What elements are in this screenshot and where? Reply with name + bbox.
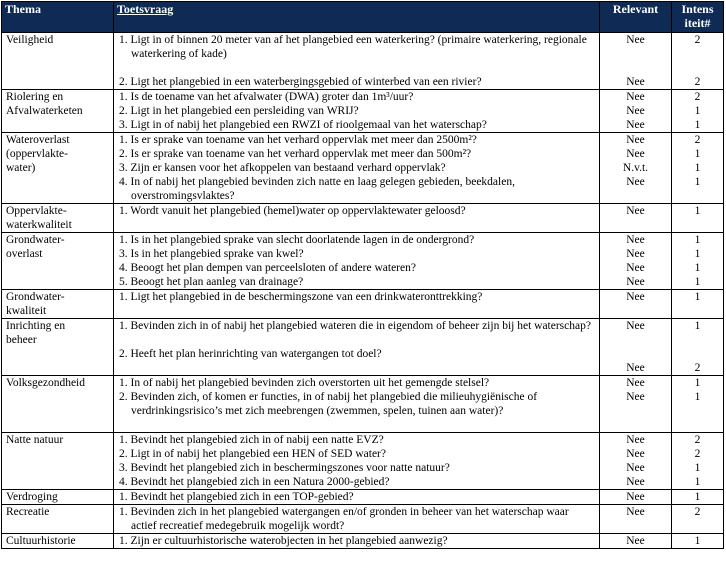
relevant-value: Nee [626, 491, 645, 503]
thema-label: Natte natuur [6, 434, 64, 446]
spacer [672, 347, 723, 361]
intensiteit-value: 1 [694, 391, 701, 403]
question-item [117, 233, 596, 247]
table-row [2, 534, 724, 549]
question-number: 3. [119, 462, 128, 474]
intensiteit-cell [672, 505, 724, 534]
question-number: 1. [119, 234, 128, 246]
toets-table [1, 1, 724, 549]
question-item [117, 33, 596, 61]
relevant-value: Nee [626, 276, 645, 288]
relevant-cell [600, 319, 672, 376]
toetsvraag-cell [114, 204, 600, 233]
question-item [117, 534, 596, 548]
table-row [2, 505, 724, 534]
thema-cell [2, 534, 114, 549]
relevant-value: Nee [626, 320, 645, 332]
relevant-cell [600, 376, 672, 433]
toetsvraag-cell [114, 133, 600, 204]
intensiteit-value: 1 [694, 276, 701, 288]
thema-label: Grondwater- [6, 291, 65, 303]
question-item [117, 433, 596, 447]
relevant-value: Nee [626, 448, 645, 460]
question-text: Bevinden zich, of komen er functies, in of nabij het plangebied die milieuhygiënische of verdrinkingsrisico’s met zich meebrengen (zwemmen, spelen, tuinen aan water)? [130, 391, 538, 417]
thema-cell [2, 90, 114, 133]
question-text: Bevindt het plangebied zich in een Natura 2000-gebied? [130, 476, 390, 488]
intensiteit-value: 1 [694, 176, 701, 188]
thema-label: Recreatie [6, 506, 50, 518]
relevant-value: Nee [626, 105, 645, 117]
question-item [117, 275, 596, 289]
question-text: Heeft het plan herinrichting van watergangen tot doel? [130, 348, 382, 360]
thema-cell [2, 376, 114, 433]
relevant-value: Nee [626, 205, 645, 217]
table-header-row [2, 2, 724, 33]
intensiteit-cell [672, 376, 724, 433]
thema-label: Oppervlakte- [6, 205, 67, 217]
relevant-value: N.v.t. [622, 162, 649, 174]
intensiteit-cell [672, 490, 724, 505]
intensiteit-value: 2 [694, 434, 701, 446]
relevant-cell [600, 133, 672, 204]
question-item [117, 490, 596, 504]
relevant-value: Nee [626, 377, 645, 389]
thema-label: beheer [6, 334, 37, 346]
thema-label: Riolering en [6, 91, 64, 103]
question-item [117, 204, 596, 218]
spacer [600, 61, 671, 75]
question-number: 4. [119, 262, 128, 274]
question-item [117, 247, 596, 261]
header-intensiteit: Intens iteit# [672, 2, 724, 33]
question-text: Zijn er cultuurhistorische waterobjecten in het plangebied aanwezig? [130, 535, 448, 547]
intensiteit-value: 1 [694, 148, 701, 160]
question-text: Ligt in of nabij het plangebied een HEN of SED water? [130, 448, 386, 460]
question-text: Beoogt het plan dempen van perceelsloten of andere wateren? [130, 262, 416, 274]
intensiteit-value: 1 [694, 119, 701, 131]
question-item [117, 475, 596, 489]
intensiteit-value: 1 [694, 535, 701, 547]
question-text: Bevinden zich in het plangebied watergangen en/of gronden in beheer van het waterschap waar actief recreatief medegebruik mogelijk wordt? [130, 506, 569, 532]
relevant-value: Nee [626, 234, 645, 246]
intensiteit-value: 1 [694, 491, 701, 503]
table-row [2, 490, 724, 505]
thema-cell [2, 133, 114, 204]
question-text: Ligt het plangebied in de beschermingszone van een drinkwateronttrekking? [130, 291, 483, 303]
question-item [117, 347, 596, 361]
intensiteit-cell [672, 33, 724, 90]
relevant-value: Nee [626, 476, 645, 488]
relevant-value: Nee [626, 362, 645, 374]
toetsvraag-cell [114, 490, 600, 505]
question-text: Is in het plangebied sprake van slecht doorlatende lagen in de ondergrond? [130, 234, 475, 246]
intensiteit-value: 1 [694, 248, 701, 260]
question-text: Bevindt het plangebied zich in beschermingszones voor natte natuur? [130, 462, 450, 474]
spacer [600, 347, 671, 361]
question-item [117, 175, 596, 203]
relevant-value: Nee [626, 248, 645, 260]
question-number: 2. [119, 76, 128, 88]
relevant-value: Nee [626, 462, 645, 474]
question-number: 2. [119, 391, 128, 403]
toetsvraag-cell [114, 319, 600, 376]
intensiteit-value: 1 [694, 476, 701, 488]
header-relevant: Relevant [600, 2, 672, 33]
question-item [117, 161, 596, 175]
question-item [117, 505, 596, 533]
question-text: Ligt in of binnen 20 meter van af het plangebied een waterkering? (primaire waterkering, regionale waterkering of kade) [130, 34, 587, 60]
spacer [117, 61, 596, 75]
intensiteit-value: 2 [694, 362, 701, 374]
spacer [117, 333, 596, 347]
question-item [117, 75, 596, 89]
question-item [117, 447, 596, 461]
thema-label: (oppervlakte- [6, 148, 68, 160]
question-text: Ligt in het plangebied een persleiding van WRIJ? [130, 105, 359, 117]
intensiteit-value: 2 [694, 448, 701, 460]
thema-cell [2, 490, 114, 505]
question-number: 1. [119, 91, 128, 103]
table-body [2, 33, 724, 549]
table-row [2, 133, 724, 204]
thema-label: Grondwater- [6, 234, 65, 246]
table-row [2, 204, 724, 233]
toetsvraag-cell [114, 90, 600, 133]
thema-cell [2, 319, 114, 376]
question-item [117, 319, 596, 333]
relevant-cell [600, 290, 672, 319]
question-number: 1. [119, 134, 128, 146]
table-row [2, 233, 724, 290]
intensiteit-value: 2 [694, 506, 701, 518]
relevant-cell [600, 505, 672, 534]
question-item [117, 118, 596, 132]
table-row [2, 33, 724, 90]
question-text: In of nabij het plangebied bevinden zich natte en laag gelegen gebieden, beekdalen, overstromingsvlaktes? [130, 176, 515, 202]
question-text: Ligt het plangebied in een waterbergingsgebied of winterbed van een rivier? [130, 76, 482, 88]
thema-label: Wateroverlast [6, 134, 70, 146]
intensiteit-value: 1 [694, 162, 701, 174]
document-page [1, 1, 725, 549]
question-item [117, 90, 596, 104]
intensiteit-value: 1 [694, 262, 701, 274]
relevant-value: Nee [626, 148, 645, 160]
question-text: Beoogt het plan aanleg van drainage? [130, 276, 304, 288]
question-text: Is er sprake van toename van het verhard oppervlak met meer dan 2500m²? [130, 134, 477, 146]
intensiteit-cell [672, 290, 724, 319]
table-row [2, 319, 724, 376]
toetsvraag-cell [114, 534, 600, 549]
thema-cell [2, 233, 114, 290]
table-row [2, 433, 724, 490]
question-text: Bevindt het plangebied zich in of nabij een natte EVZ? [130, 434, 384, 446]
question-item [117, 133, 596, 147]
intensiteit-value: 2 [694, 134, 701, 146]
thema-label: Volksgezondheid [6, 377, 86, 389]
intensiteit-value: 2 [694, 91, 701, 103]
relevant-value: Nee [626, 391, 645, 403]
question-number: 1. [119, 535, 128, 547]
question-number: 4. [119, 176, 128, 188]
relevant-cell [600, 490, 672, 505]
relevant-cell [600, 33, 672, 90]
toetsvraag-cell [114, 33, 600, 90]
relevant-value: Nee [626, 91, 645, 103]
question-number: 1. [119, 506, 128, 518]
question-text: Wordt vanuit het plangebied (hemel)water op oppervlaktewater geloosd? [130, 205, 466, 217]
question-number: 2. [119, 105, 128, 117]
question-item [117, 104, 596, 118]
relevant-value: Nee [626, 76, 645, 88]
thema-cell [2, 33, 114, 90]
relevant-cell [600, 90, 672, 133]
question-item [117, 147, 596, 161]
header-thema: Thema [2, 2, 114, 33]
header-toetsvraag: Toetsvraag [114, 2, 600, 33]
question-item [117, 390, 596, 418]
relevant-value: Nee [626, 535, 645, 547]
relevant-value: Nee [626, 506, 645, 518]
relevant-value: Nee [626, 434, 645, 446]
question-number: 2. [119, 448, 128, 460]
question-number: 3. [119, 248, 128, 260]
question-number: 1. [119, 377, 128, 389]
intensiteit-value: 1 [694, 377, 701, 389]
intensiteit-cell [672, 319, 724, 376]
question-item [117, 261, 596, 275]
question-number: 1. [119, 291, 128, 303]
intensiteit-value: 1 [694, 205, 701, 217]
question-text: Is er sprake van toename van het verhard oppervlak met meer dan 500m²? [130, 148, 472, 160]
question-number: 3. [119, 162, 128, 174]
thema-label: Cultuurhistorie [6, 535, 76, 547]
question-number: 1. [119, 205, 128, 217]
relevant-cell [600, 204, 672, 233]
question-number: 1. [119, 491, 128, 503]
relevant-cell [600, 534, 672, 549]
intensiteit-value: 2 [694, 34, 701, 46]
question-text: Bevindt het plangebied zich in een TOP-gebied? [130, 491, 354, 503]
table-row [2, 290, 724, 319]
intensiteit-value: 1 [694, 320, 701, 332]
thema-label: Afvalwaterketen [6, 105, 83, 117]
table-row [2, 376, 724, 433]
intensiteit-cell [672, 433, 724, 490]
question-number: 5. [119, 276, 128, 288]
thema-label: Inrichting en [6, 320, 66, 332]
question-text: Is in het plangebied sprake van kwel? [130, 248, 304, 260]
toetsvraag-cell [114, 433, 600, 490]
question-number: 1. [119, 320, 128, 332]
thema-label: kwaliteit [6, 305, 47, 317]
question-text: In of nabij het plangebied bevinden zich overstorten uit het gemengde stelsel? [130, 377, 490, 389]
question-text: Bevinden zich in of nabij het plangebied wateren die in eigendom of beheer zijn bij het waterschap? [130, 320, 591, 332]
intensiteit-cell [672, 233, 724, 290]
question-item [117, 290, 596, 304]
question-number: 3. [119, 119, 128, 131]
thema-cell [2, 204, 114, 233]
intensiteit-value: 1 [694, 105, 701, 117]
thema-cell [2, 505, 114, 534]
thema-label: overlast [6, 248, 43, 260]
intensiteit-cell [672, 534, 724, 549]
spacer [672, 61, 723, 75]
question-text: Is de toename van het afvalwater (DWA) groter dan 1m³/uur? [130, 91, 414, 103]
intensiteit-cell [672, 90, 724, 133]
relevant-value: Nee [626, 34, 645, 46]
question-item [117, 376, 596, 390]
intensiteit-value: 2 [694, 76, 701, 88]
toetsvraag-cell [114, 505, 600, 534]
table-row [2, 90, 724, 133]
relevant-value: Nee [626, 134, 645, 146]
thema-cell [2, 290, 114, 319]
toetsvraag-cell [114, 290, 600, 319]
question-text: Zijn er kansen voor het afkoppelen van bestaand verhard oppervlak? [130, 162, 446, 174]
toetsvraag-cell [114, 233, 600, 290]
thema-label: Veiligheid [6, 34, 54, 46]
intensiteit-value: 1 [694, 462, 701, 474]
relevant-value: Nee [626, 119, 645, 131]
intensiteit-cell [672, 133, 724, 204]
question-number: 1. [119, 34, 128, 46]
thema-label: Verdroging [6, 491, 58, 503]
thema-cell [2, 433, 114, 490]
thema-label: waterkwaliteit [6, 219, 72, 231]
relevant-value: Nee [626, 176, 645, 188]
intensiteit-value: 1 [694, 234, 701, 246]
relevant-cell [600, 233, 672, 290]
relevant-value: Nee [626, 262, 645, 274]
question-text: Ligt in of nabij het plangebied een RWZI of rioolgemaal van het waterschap? [130, 119, 487, 131]
thema-label: water) [6, 162, 36, 174]
question-number: 2. [119, 348, 128, 360]
question-number: 4. [119, 476, 128, 488]
question-item [117, 461, 596, 475]
relevant-value: Nee [626, 291, 645, 303]
question-number: 1. [119, 434, 128, 446]
question-number: 2. [119, 148, 128, 160]
intensiteit-cell [672, 204, 724, 233]
toetsvraag-cell [114, 376, 600, 433]
intensiteit-value: 1 [694, 291, 701, 303]
relevant-cell [600, 433, 672, 490]
